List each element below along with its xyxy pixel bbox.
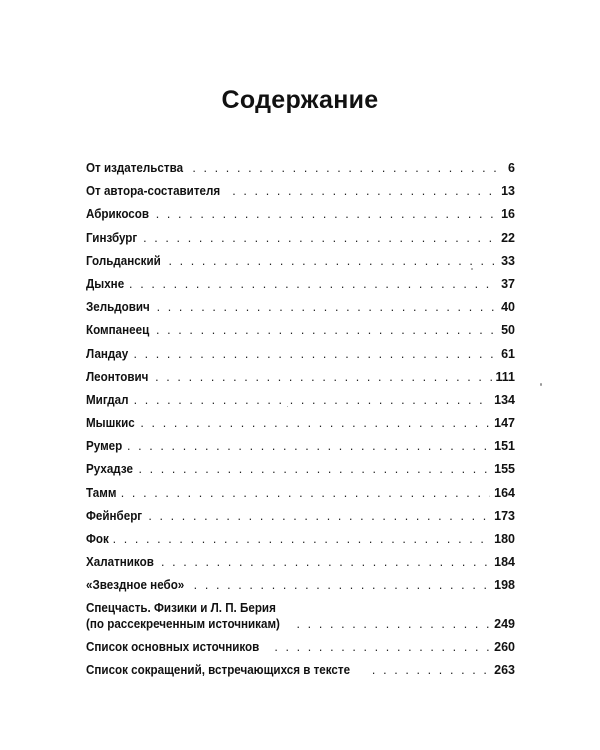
toc-entry: [86, 415, 515, 431]
toc-entry-page: 13: [501, 184, 515, 199]
toc-entry-page: 184: [494, 555, 515, 570]
toc-entry: [86, 601, 515, 632]
toc-entry: [86, 531, 515, 547]
toc-entry-page: 22: [501, 230, 515, 245]
dot-leader: [194, 577, 490, 593]
dot-leader: [156, 206, 497, 222]
toc-entry-title: Гольданский: [86, 253, 161, 268]
toc-entry-page: 6: [508, 161, 515, 175]
scan-speck: [540, 383, 542, 386]
toc-entry-title: Мышкис: [86, 416, 135, 431]
toc-entry: [86, 183, 515, 199]
toc-entry-title: Халатников: [86, 555, 154, 570]
toc-entry-title: Гинзбург: [86, 230, 138, 245]
toc-entry-page: 134: [494, 392, 515, 407]
page-title: Содержание: [221, 86, 379, 114]
toc-entry: [86, 322, 515, 338]
toc-entry: [86, 253, 515, 269]
dot-leader: [129, 276, 497, 292]
toc-entry-title: От издательства: [86, 161, 184, 175]
toc-entry-page: 111: [495, 369, 515, 384]
toc-entry-title: Абрикосов: [86, 207, 150, 222]
toc-entry-title: Тамм: [86, 485, 117, 500]
dot-leader: [161, 554, 490, 570]
toc-entry: [86, 577, 515, 593]
dot-leader: [133, 346, 497, 362]
dot-leader: [155, 369, 491, 385]
toc-entry-page: 263: [494, 662, 515, 677]
dot-leader: [148, 508, 490, 524]
toc-entry-title: От автора-составителя: [86, 184, 221, 199]
toc-entry-page: 40: [501, 300, 515, 315]
dot-leader: [192, 160, 501, 176]
toc-entry: [86, 554, 515, 570]
toc-entry-title: (по рассекреченным источникам): [86, 616, 280, 631]
toc-entry-title: Список основных источников: [86, 639, 260, 654]
toc-entry-page: 198: [494, 578, 515, 593]
toc-entry-title: Мигдал: [86, 392, 129, 407]
toc-entry-title: Фейнберг: [86, 508, 143, 523]
toc-entry-page: 61: [501, 346, 515, 361]
toc-entry-page: 260: [494, 639, 515, 654]
dot-leader: [274, 639, 490, 655]
dot-leader: [140, 415, 490, 431]
toc-entry-page: 155: [494, 462, 515, 477]
dot-leader: [134, 392, 490, 408]
toc-entry-title: Ландау: [86, 346, 129, 361]
dot-leader: [168, 253, 497, 269]
dot-leader: [157, 299, 497, 315]
toc-entry-page: 37: [501, 276, 515, 291]
toc-entry-page: 164: [494, 485, 515, 500]
table-of-contents: [86, 160, 515, 685]
dot-leader: [372, 662, 490, 678]
toc-entry-page: 50: [501, 323, 515, 338]
toc-entry-title: Зельдович: [86, 300, 150, 315]
toc-entry-title-line1: Спецчасть. Физики и Л. П. Берия: [86, 600, 276, 615]
dot-leader: [232, 183, 497, 199]
toc-entry: [86, 346, 515, 362]
dot-leader: [143, 230, 497, 246]
dot-leader: [156, 322, 497, 338]
toc-entry: [86, 392, 515, 408]
toc-entry: [86, 276, 515, 292]
dot-leader: [121, 485, 490, 501]
dot-leader: [113, 531, 491, 547]
dot-leader: [127, 438, 490, 454]
dot-leader: [138, 461, 490, 477]
toc-entry: [86, 369, 515, 385]
toc-entry-page: 16: [501, 207, 515, 222]
toc-entry: [86, 299, 515, 315]
scan-speck: [287, 406, 288, 407]
toc-entry: [86, 662, 515, 678]
toc-entry: [86, 508, 515, 524]
toc-entry-page: 249: [494, 616, 515, 631]
toc-entry-title: Список сокращений, встречающихся в тексте: [86, 662, 351, 677]
toc-entry: [86, 230, 515, 246]
toc-entry-page: 151: [494, 439, 515, 454]
toc-entry-page: 33: [501, 253, 515, 268]
toc-entry-title: Рухадзе: [86, 462, 133, 477]
scan-speck: [471, 268, 473, 270]
toc-entry: [86, 438, 515, 454]
toc-entry: [86, 639, 515, 655]
toc-entry-title: Фок: [86, 532, 109, 546]
toc-entry-title: «Звездное небо»: [86, 578, 185, 593]
toc-entry-page: 173: [494, 508, 515, 523]
toc-entry-title: Леонтович: [86, 369, 149, 384]
toc-entry-page: 147: [494, 416, 515, 431]
toc-entry-title: Компанеец: [86, 323, 150, 338]
toc-entry: [86, 485, 515, 501]
toc-entry-title: Дыхне: [86, 276, 125, 291]
toc-entry: [86, 206, 515, 222]
toc-entry: [86, 461, 515, 477]
dot-leader: [297, 616, 491, 632]
toc-entry: [86, 160, 515, 176]
toc-entry-title: Румер: [86, 439, 123, 454]
toc-entry-page: 180: [494, 532, 515, 546]
